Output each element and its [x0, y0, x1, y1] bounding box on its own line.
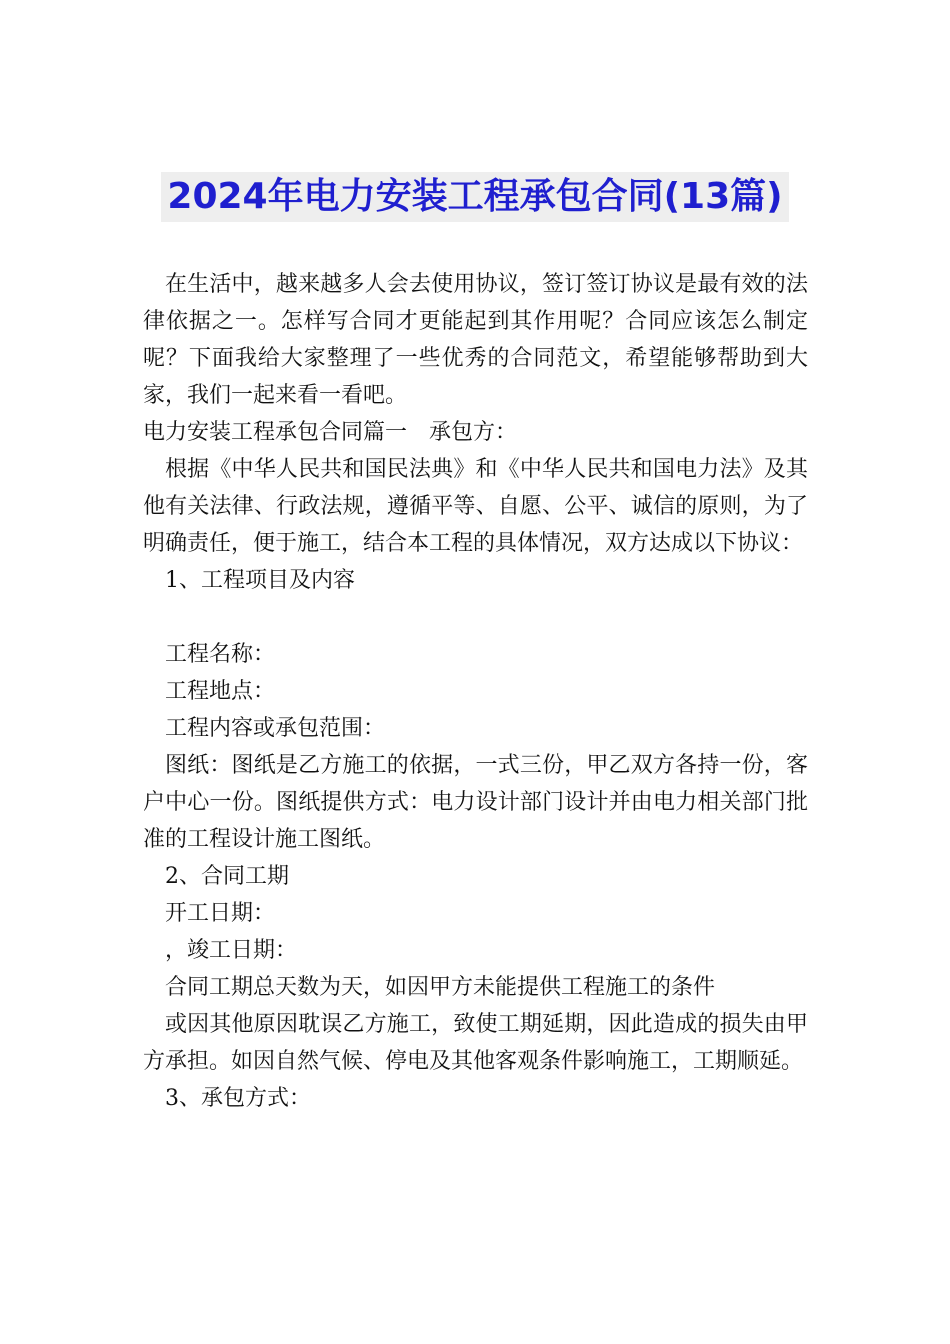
clause-1-heading: 1、工程项目及内容 — [165, 568, 355, 593]
finish-date-field: ，竣工日期： — [165, 938, 298, 963]
basis-paragraph: 根据《中华人民共和国民法典》和《中华人民共和国电力法》及其他有关法律、行政法规，遵循平等、自愿、公平、诚信的原则，为了明确责任，便于施工，结合本工程的具体情况，双方达成以下协议： — [143, 457, 808, 556]
project-place-field: 工程地点： — [165, 679, 276, 704]
document-title: 2024年电力安装工程承包合同(13篇) — [161, 172, 788, 222]
section-heading-1: 电力安装工程承包合同篇一 承包方： — [143, 420, 518, 445]
delay-paragraph: 或因其他原因耽误乙方施工，致使工期延期，因此造成的损失由甲方承担。如因自然气候、停电及其他客观条件影响施工，工期顺延。 — [143, 1012, 808, 1074]
project-scope-field: 工程内容或承包范围： — [165, 716, 386, 741]
title-wrap — [0, 172, 950, 222]
start-date-field: 开工日期： — [165, 901, 276, 926]
document-body — [143, 266, 808, 1117]
intro-paragraph: 在生活中，越来越多人会去使用协议，签订签订协议是最有效的法律依据之一。怎样写合同才更能起到其作用呢？合同应该怎么制定呢？下面我给大家整理了一些优秀的合同范文，希望能够帮助到大家，我们一起来看一看吧。 — [143, 272, 808, 408]
clause-2-heading: 2、合同工期 — [165, 864, 289, 889]
blank-line — [143, 599, 808, 636]
total-days-paragraph: 合同工期总天数为天，如因甲方未能提供工程施工的条件 — [165, 975, 716, 1000]
drawings-paragraph: 图纸：图纸是乙方施工的依据，一式三份，甲乙双方各持一份，客户中心一份。图纸提供方式：电力设计部门设计并由电力相关部门批准的工程设计施工图纸。 — [143, 753, 808, 852]
clause-3-heading: 3、承包方式： — [165, 1086, 311, 1111]
project-name-field: 工程名称： — [165, 642, 276, 667]
